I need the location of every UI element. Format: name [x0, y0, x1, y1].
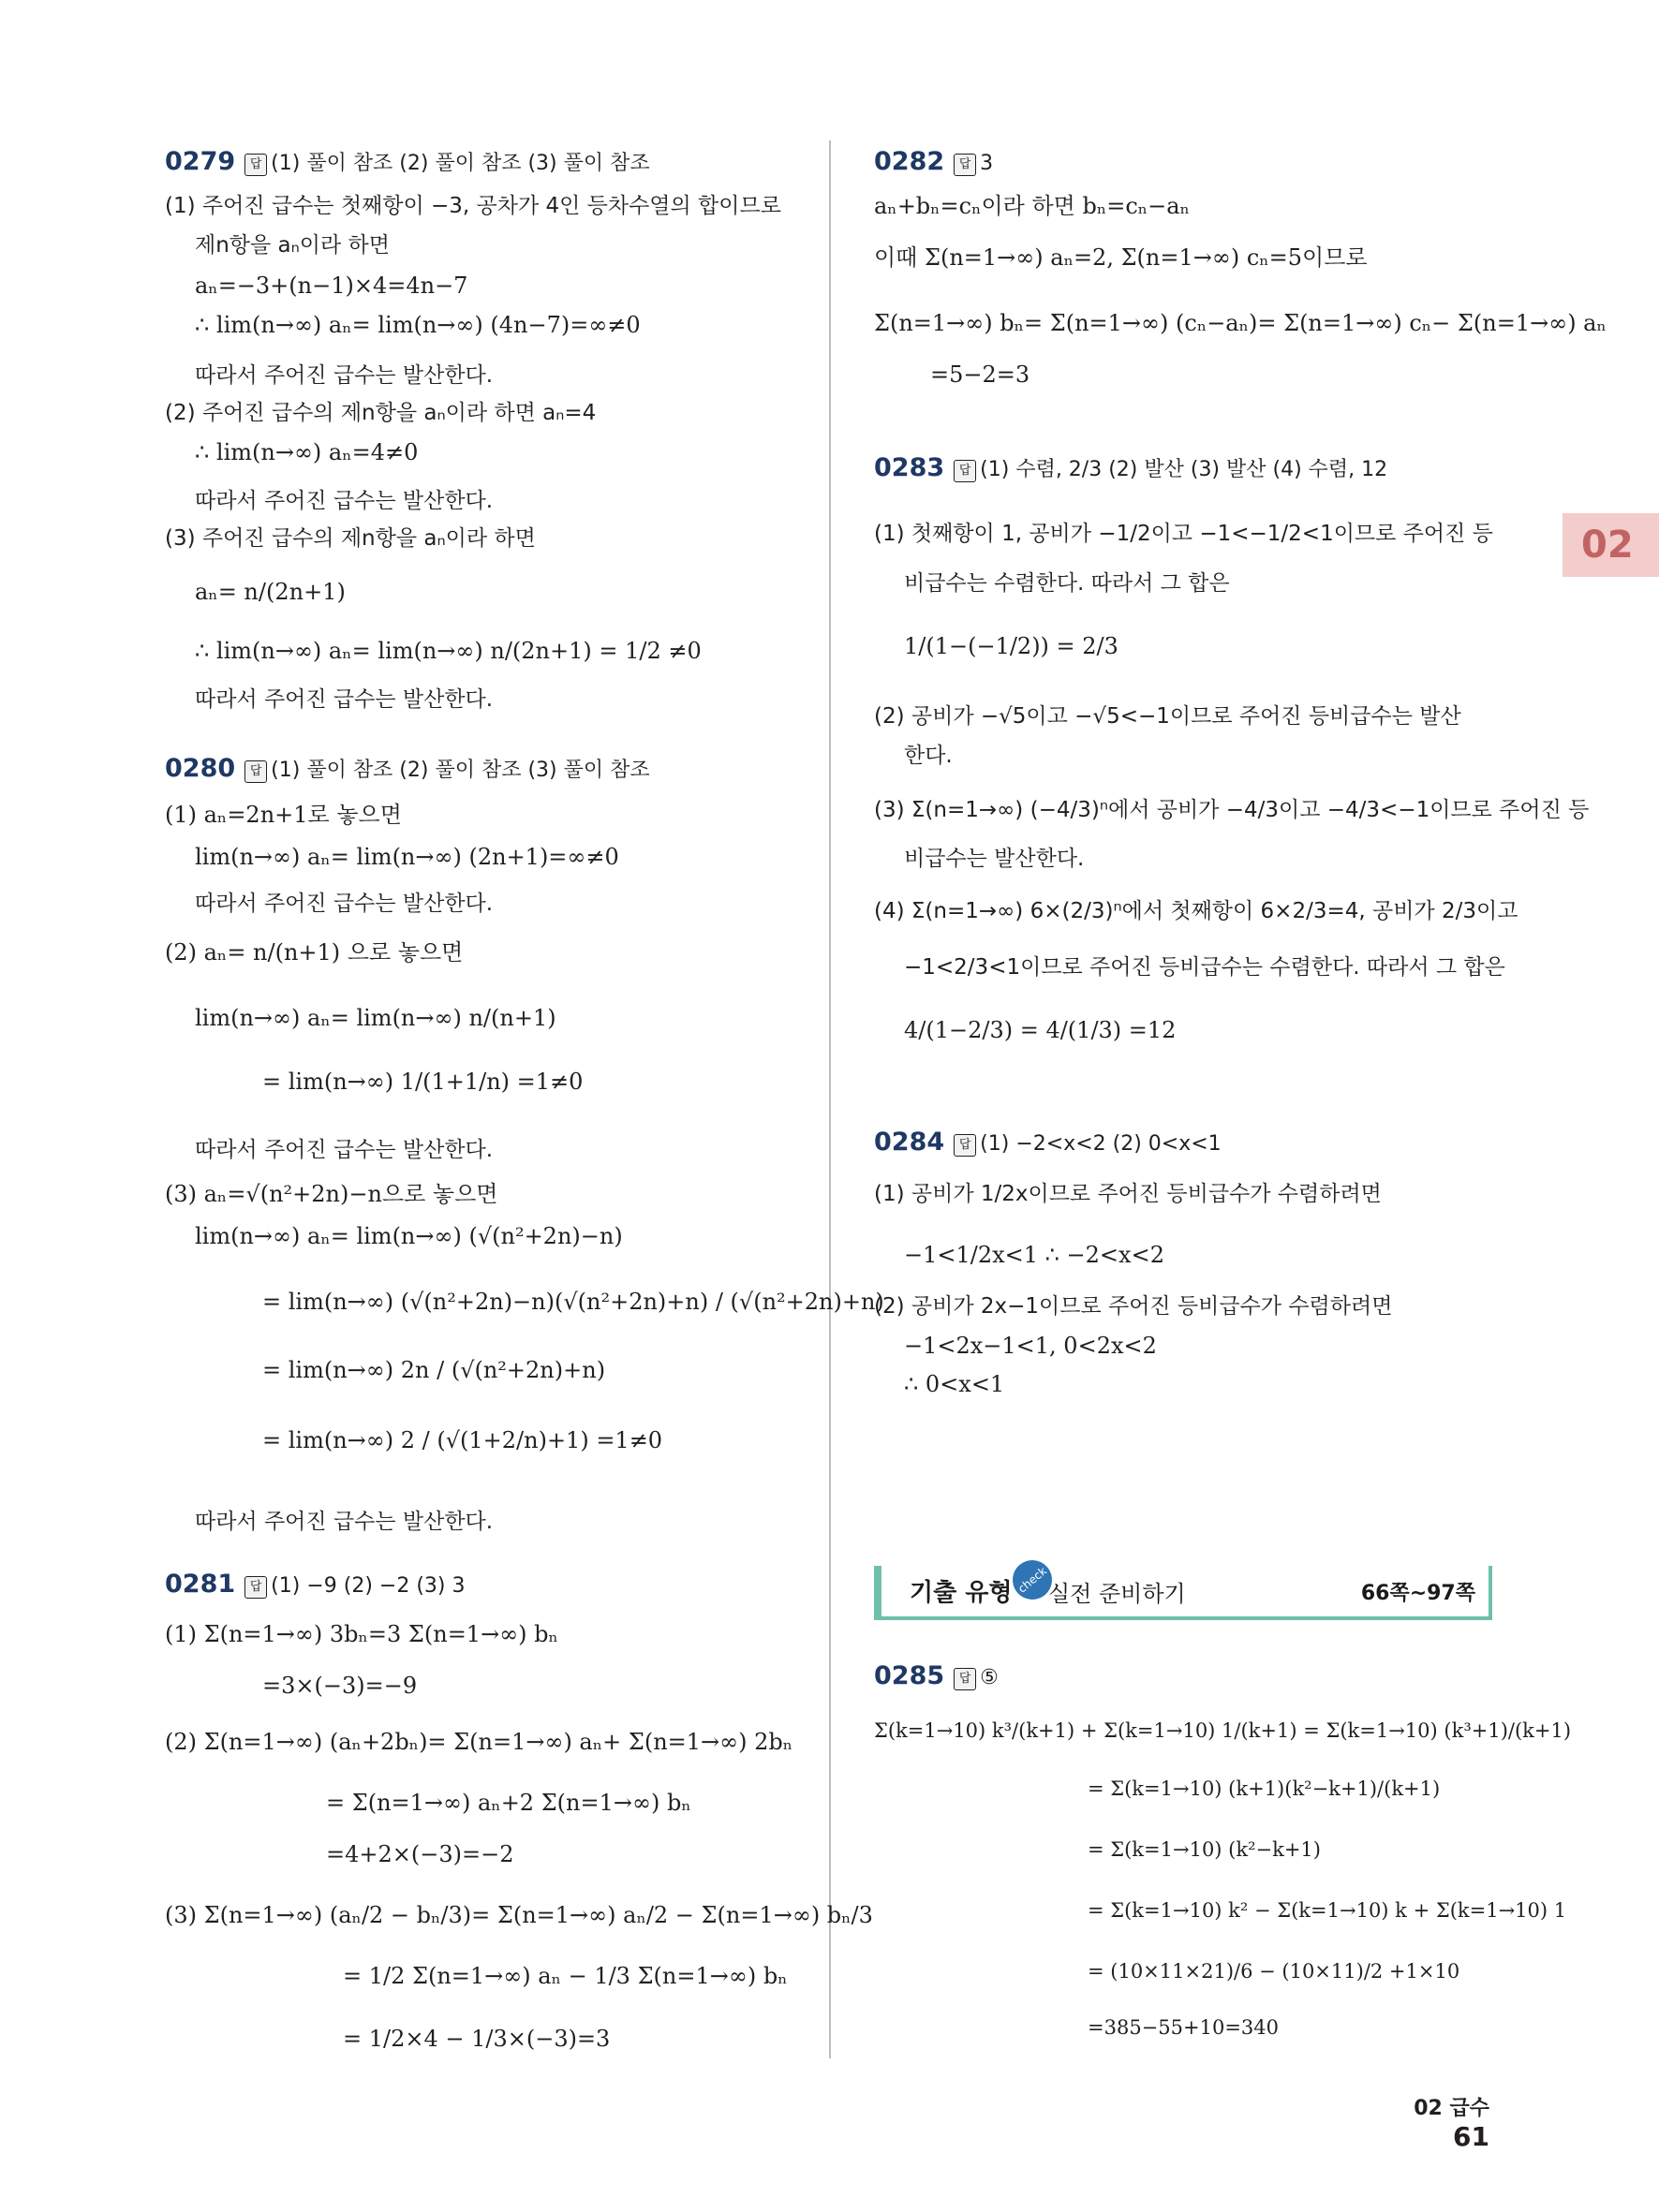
problem-number: 0280: [165, 754, 236, 783]
solution-line: = 1/2×4 − 1/3×(−3)=3: [343, 2026, 611, 2052]
answer-badge-icon: 답: [954, 1668, 976, 1690]
solution-line: (2) 공비가 −√5이고 −√5<−1이므로 주어진 등비급수는 발산: [874, 704, 1461, 729]
answer-text: (1) 풀이 참조 (2) 풀이 참조 (3) 풀이 참조: [271, 152, 650, 175]
solution-line: = Σ(n=1→∞) aₙ+2 Σ(n=1→∞) bₙ: [326, 1790, 691, 1816]
solution-line: =4+2×(−3)=−2: [326, 1841, 514, 1867]
solution-line: (1) 공비가 1/2x이므로 주어진 등비급수가 수렴하려면: [874, 1182, 1382, 1206]
solution-line: (1) 주어진 급수는 첫째항이 −3, 공차가 4인 등차수열의 합이므로: [165, 194, 781, 218]
solution-line: aₙ+bₙ=cₙ이라 하면 bₙ=cₙ−aₙ: [874, 193, 1190, 219]
solution-line: (2) 공비가 2x−1이므로 주어진 등비급수가 수렴하려면: [874, 1294, 1393, 1319]
solution-line: (2) Σ(n=1→∞) (aₙ+2bₙ)= Σ(n=1→∞) aₙ+ Σ(n=1→∞) 2bₙ: [165, 1729, 793, 1755]
solution-line: = Σ(k=1→10) k² − Σ(k=1→10) k + Σ(k=1→10) 1: [1088, 1899, 1567, 1922]
solution-line: Σ(n=1→∞) bₙ= Σ(n=1→∞) (cₙ−aₙ)= Σ(n=1→∞) cₙ− Σ(n=1→∞) aₙ: [874, 310, 1607, 336]
solution-line: ∴ lim(n→∞) aₙ=4≠0: [195, 439, 419, 465]
problem-header: [165, 755, 650, 785]
solution-line: = Σ(k=1→10) (k+1)(k²−k+1)/(k+1): [1088, 1777, 1441, 1800]
solution-line: −1<2x−1<1, 0<2x<2: [904, 1333, 1157, 1359]
answer-badge-icon: 답: [244, 1576, 267, 1599]
answer-badge-icon: 답: [244, 154, 267, 176]
banner-title: 기출 유형: [910, 1579, 1013, 1607]
answer-text: 3: [980, 152, 994, 175]
check-badge-icon: check: [1004, 1552, 1059, 1607]
column-divider: [829, 140, 831, 2058]
problem-header: [874, 1128, 1222, 1158]
solution-line: (1) aₙ=2n+1로 놓으면: [165, 802, 402, 828]
problem-number: 0282: [874, 147, 945, 176]
solution-line: =385−55+10=340: [1088, 2016, 1279, 2039]
solution-line: = 1/2 Σ(n=1→∞) aₙ − 1/3 Σ(n=1→∞) bₙ: [343, 1963, 788, 1989]
solution-line: 따라서 주어진 급수는 발산한다.: [195, 363, 494, 388]
answer-text: (1) −2<x<2 (2) 0<x<1: [980, 1132, 1222, 1156]
solution-line: 비급수는 수렴한다. 따라서 그 합은: [904, 571, 1230, 596]
solution-line: −1<1/2x<1 ∴ −2<x<2: [904, 1242, 1164, 1268]
solution-line: 따라서 주어진 급수는 발산한다.: [195, 892, 494, 916]
solution-line: 따라서 주어진 급수는 발산한다.: [195, 687, 494, 712]
solution-line: 제n항을 aₙ이라 하면: [195, 233, 390, 258]
solution-line: = lim(n→∞) (√(n²+2n)−n)(√(n²+2n)+n) / (√(n²+2n)+n): [262, 1289, 884, 1315]
problem-number: 0285: [874, 1661, 945, 1690]
chapter-tab: 02: [1563, 513, 1659, 577]
solution-line: =3×(−3)=−9: [262, 1673, 418, 1699]
solution-line: (3) Σ(n=1→∞) (−4/3)ⁿ에서 공비가 −4/3이고 −4/3<−1이므로 주어진 등: [874, 798, 1590, 822]
section-banner: [874, 1566, 1492, 1620]
solution-line: =5−2=3: [930, 361, 1030, 388]
problem-number: 0279: [165, 147, 236, 176]
answer-badge-icon: 답: [954, 1134, 976, 1157]
problem-header: [874, 148, 993, 178]
solution-line: ∴ 0<x<1: [904, 1371, 1005, 1397]
answer-badge-icon: 답: [954, 154, 976, 176]
solution-line: 1/(1−(−1/2)) = 2/3: [904, 633, 1118, 659]
answer-text: (1) 수렴, 2/3 (2) 발산 (3) 발산 (4) 수렴, 12: [980, 458, 1388, 481]
solution-line: 따라서 주어진 급수는 발산한다.: [195, 1138, 494, 1162]
problem-number: 0281: [165, 1570, 236, 1599]
answer-badge-icon: 답: [954, 460, 976, 482]
solution-line: lim(n→∞) aₙ= lim(n→∞) n/(n+1): [195, 1005, 556, 1031]
solution-line: (1) Σ(n=1→∞) 3bₙ=3 Σ(n=1→∞) bₙ: [165, 1621, 558, 1647]
solution-line: Σ(k=1→10) k³/(k+1) + Σ(k=1→10) 1/(k+1) = Σ(k=1→10) (k³+1)/(k+1): [874, 1719, 1572, 1742]
solution-line: aₙ= n/(2n+1): [195, 579, 346, 605]
solution-line: 비급수는 발산한다.: [904, 847, 1085, 871]
solution-line: (3) 주어진 급수의 제n항을 aₙ이라 하면: [165, 526, 536, 551]
page-footer: [1377, 2092, 1489, 2152]
solution-line: 따라서 주어진 급수는 발산한다.: [195, 1510, 494, 1534]
solution-line: lim(n→∞) aₙ= lim(n→∞) (√(n²+2n)−n): [195, 1223, 623, 1249]
solution-line: = Σ(k=1→10) (k²−k+1): [1088, 1838, 1321, 1861]
footer-chapter: 02 급수: [1414, 2097, 1489, 2120]
solution-line: ∴ lim(n→∞) aₙ= lim(n→∞) n/(2n+1) = 1/2 ≠0: [195, 638, 702, 664]
solution-line: = (10×11×21)/6 − (10×11)/2 +1×10: [1088, 1960, 1460, 1983]
solution-line: lim(n→∞) aₙ= lim(n→∞) (2n+1)=∞≠0: [195, 844, 619, 870]
solution-line: 따라서 주어진 급수는 발산한다.: [195, 489, 494, 513]
solution-line: (3) aₙ=√(n²+2n)−n으로 놓으면: [165, 1181, 498, 1207]
solution-line: (3) Σ(n=1→∞) (aₙ/2 − bₙ/3)= Σ(n=1→∞) aₙ/2 − Σ(n=1→∞) bₙ/3: [165, 1902, 873, 1928]
problem-header: [874, 454, 1387, 484]
solution-line: −1<2/3<1이므로 주어진 등비급수는 수렴한다. 따라서 그 합은: [904, 955, 1505, 980]
problem-header: [165, 1571, 465, 1600]
solution-line: = lim(n→∞) 2 / (√(1+2/n)+1) =1≠0: [262, 1427, 663, 1453]
answer-text: (1) −9 (2) −2 (3) 3: [271, 1574, 466, 1598]
problem-number: 0284: [874, 1128, 945, 1157]
solution-line: = lim(n→∞) 1/(1+1/n) =1≠0: [262, 1069, 584, 1095]
solution-line: (1) 첫째항이 1, 공비가 −1/2이고 −1<−1/2<1이므로 주어진 등: [874, 522, 1493, 546]
banner-subtitle: 실전 준비하기: [1048, 1581, 1186, 1607]
solution-line: aₙ=−3+(n−1)×4=4n−7: [195, 273, 468, 299]
banner-page-range: 66쪽~97쪽: [1360, 1582, 1475, 1605]
solution-line: (4) Σ(n=1→∞) 6×(2/3)ⁿ에서 첫째항이 6×2/3=4, 공비가 2/3이고: [874, 899, 1518, 923]
solution-line: 4/(1−2/3) = 4/(1/3) =12: [904, 1017, 1177, 1043]
solution-line: 한다.: [904, 744, 953, 768]
answer-badge-icon: 답: [244, 760, 267, 783]
page-number: 61: [1453, 2121, 1489, 2152]
answer-text: (1) 풀이 참조 (2) 풀이 참조 (3) 풀이 참조: [271, 759, 650, 782]
solution-line: = lim(n→∞) 2n / (√(n²+2n)+n): [262, 1357, 606, 1383]
problem-number: 0283: [874, 453, 945, 482]
problem-header: [165, 148, 650, 178]
solution-line: (2) 주어진 급수의 제n항을 aₙ이라 하면 aₙ=4: [165, 401, 597, 425]
solution-line: (2) aₙ= n/(n+1) 으로 놓으면: [165, 939, 464, 966]
solution-line: ∴ lim(n→∞) aₙ= lim(n→∞) (4n−7)=∞≠0: [195, 312, 641, 338]
problem-header: [874, 1662, 999, 1692]
solution-line: 이때 Σ(n=1→∞) aₙ=2, Σ(n=1→∞) cₙ=5이므로: [874, 244, 1368, 271]
answer-text: ⑤: [980, 1666, 999, 1689]
